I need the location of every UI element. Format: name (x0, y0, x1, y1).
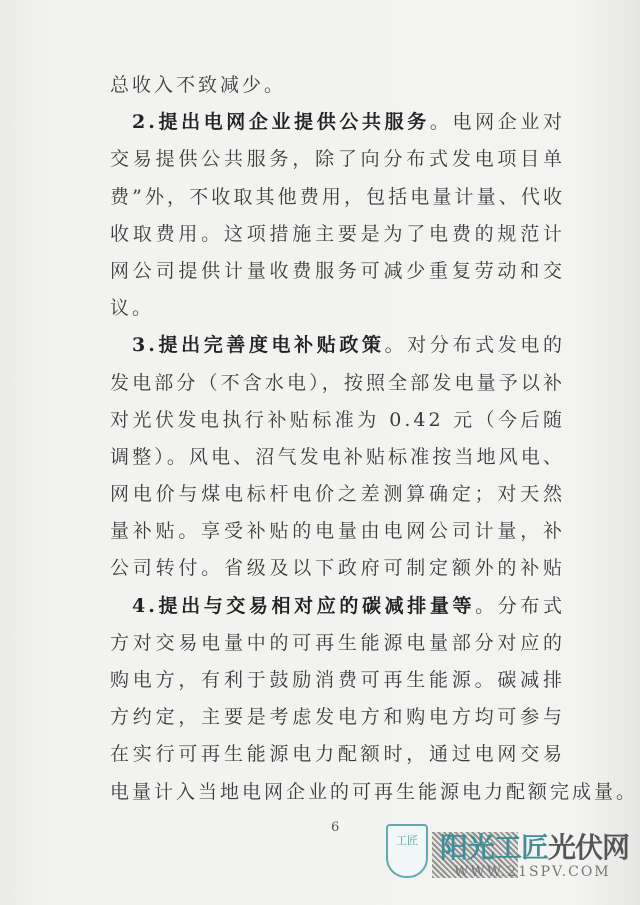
text-line: 量补贴。享受补贴的电量由电网公司计量，补 (110, 520, 565, 543)
watermark-url: WWW.21SPV.COM (454, 864, 611, 880)
section-4-heading: 4.提出与交易相对应的碳减排量等 (132, 594, 476, 617)
text-line: 交易提供公共服务，除了向分布式发电项目单 (110, 148, 565, 171)
text-line: 电量计入当地电网企业的可再生能源电力配额完成量。 (110, 780, 639, 803)
section-3-heading: 3.提出完善度电补贴政策 (132, 334, 385, 357)
text-line: 议。 (110, 297, 155, 320)
watermark-title-b: 光伏网 (548, 831, 630, 864)
document-body (110, 67, 639, 811)
text-line: 购电方，有利于鼓励消费可再生能源。碳减排 (110, 669, 565, 691)
watermark-title-a: 阳光工匠 (440, 831, 549, 864)
watermark (384, 822, 640, 892)
text-line: 收取费用。这项措施主要是为了电费的规范计 (110, 222, 565, 245)
section-4-first-line (110, 588, 565, 625)
text-span: 。分布式 (475, 594, 565, 617)
text-line: 总收入不致减少。 (110, 74, 287, 96)
text-line: 对光伏发电执行补贴标准为 0.42 元（今后随 (110, 408, 565, 431)
text-line: 调整）。风电、沼气发电补贴标准按当地风电、 (110, 445, 565, 468)
section-2-first-line (110, 104, 565, 141)
text-line: 网电价与煤电标杆电价之差测算确定；对天然 (110, 483, 565, 506)
text-line: 网公司提供计量收费服务可减少重复劳动和交 (110, 259, 565, 282)
text-span: 。电网企业对 (429, 111, 565, 134)
text-line: 方约定，主要是考虑发电方和购电方均可参与 (110, 706, 565, 729)
watermark-title (440, 826, 629, 866)
section-2-heading: 2.提出电网企业提供公共服务 (132, 111, 430, 134)
section-3-first-line (110, 327, 565, 364)
text-span: 。对分布式发电的 (384, 334, 565, 357)
text-line: 方对交易电量中的可再生能源电量部分对应的 (110, 631, 565, 654)
text-line: 发电部分（不含水电），按照全部发电量予以补 (110, 371, 565, 394)
text-line: 公司转付。省级及以下政府可制定额外的补贴 (110, 557, 565, 580)
text-line: 费”外，不收取其他费用，包括电量计量、代收 (110, 185, 565, 208)
text-line: 在实行可再生能源电力配额时，通过电网交易 (110, 743, 565, 766)
shield-logo-icon: 工匠 (386, 824, 428, 878)
page-number: 6 (331, 820, 340, 835)
